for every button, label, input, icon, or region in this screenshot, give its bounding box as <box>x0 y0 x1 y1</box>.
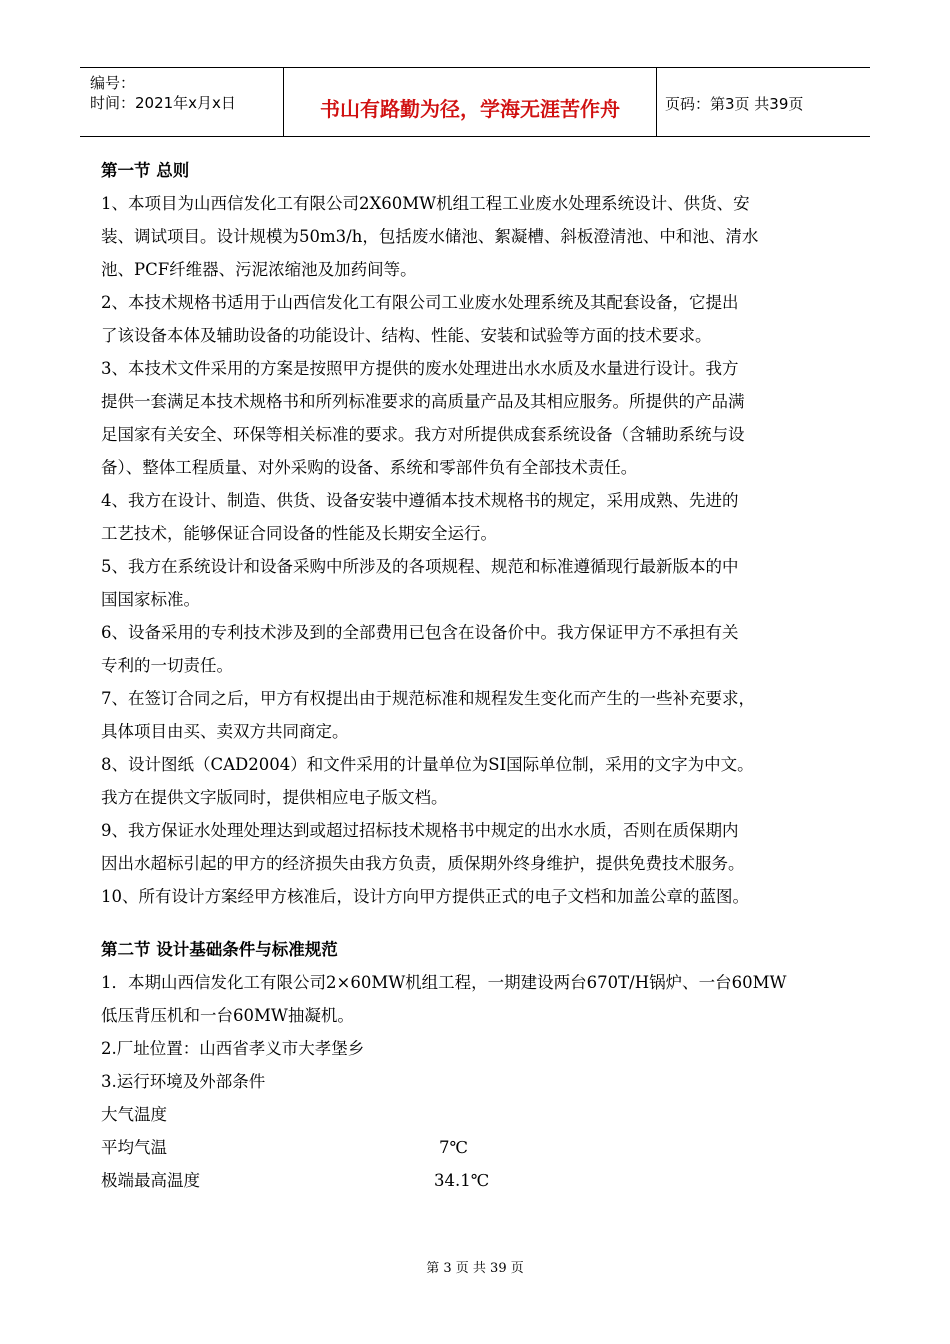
section-2-text <box>101 966 856 1197</box>
paragraph-line: 备）、整体工程质量、对外采购的设备、系统和零部件负有全部技术责任。 <box>101 458 638 477</box>
paragraph-line: 池、PCF纤维器、污泥浓缩池及加药间等。 <box>101 260 417 279</box>
paragraph-line: 提供一套满足本技术规格书和所列标准要求的高质量产品及其相应服务。所提供的产品满 <box>101 392 745 411</box>
paragraph-line: 国国家标准。 <box>101 590 200 609</box>
header-page-number: 页码：第3页 共39页 <box>665 95 804 113</box>
paragraph-line: 5、我方在系统设计和设备采购中所涉及的各项规程、规范和标准遵循现行最新版本的中 <box>101 557 739 576</box>
paragraph-line: 2、本技术规格书适用于山西信发化工有限公司工业废水处理系统及其配套设备，它提出 <box>101 293 739 312</box>
paragraph-line: 8、设计图纸（CAD2004）和文件采用的计量单位为SI国际单位制，采用的文字为中文。 <box>101 755 754 774</box>
paragraph-line: 2.厂址位置：山西省孝义市大孝堡乡 <box>101 1039 365 1058</box>
paragraph-line: 1．本期山西信发化工有限公司2×60MW机组工程，一期建设两台670T/H锅炉、一台60MW <box>101 973 787 992</box>
paragraph-line: 了该设备本体及辅助设备的功能设计、结构、性能、安装和试验等方面的技术要求。 <box>101 326 712 345</box>
document-date-label: 时间：2021年x月x日 <box>90 94 236 112</box>
paragraph-line: 3.运行环境及外部条件 <box>101 1072 266 1091</box>
param-label: 平均气温 <box>101 1138 167 1157</box>
paragraph-line: 3、本技术文件采用的方案是按照甲方提供的废水处理进出水水质及水量进行设计。我方 <box>101 359 739 378</box>
paragraph-line: 我方在提供文字版同时，提供相应电子版文档。 <box>101 788 448 807</box>
section-spacer <box>101 913 856 933</box>
paragraph-line: 专利的一切责任。 <box>101 656 233 675</box>
paragraph-line: 因出水超标引起的甲方的经济损失由我方负责，质保期外终身维护，提供免费技术服务。 <box>101 854 745 873</box>
paragraph-line: 6、设备采用的专利技术涉及到的全部费用已包含在设备价中。我方保证甲方不承担有关 <box>101 623 739 642</box>
header-meta-cell <box>80 68 284 136</box>
document-body <box>101 154 856 1197</box>
section-2-title: 第二节 设计基础条件与标准规范 <box>101 940 338 959</box>
section-1-title: 第一节 总则 <box>101 161 190 180</box>
paragraph-line: 足国家有关安全、环保等相关标准的要求。我方对所提供成套系统设备（含辅助系统与设 <box>101 425 745 444</box>
header-motto: 书山有路勤为径，学海无涯苦作舟 <box>320 97 620 121</box>
paragraph-line: 4、我方在设计、制造、供货、设备安装中遵循本技术规格书的规定，采用成熟、先进的 <box>101 491 739 510</box>
param-row-avg-temp <box>101 1131 856 1164</box>
paragraph-line: 9、我方保证水处理处理达到或超过招标技术规格书中规定的出水水质，否则在质保期内 <box>101 821 739 840</box>
paragraph-line: 低压背压机和一台60MW抽凝机。 <box>101 1006 354 1025</box>
paragraph-line: 装、调试项目。设计规模为50m3/h，包括废水储池、絮凝槽、斜板澄清池、中和池、清水 <box>101 227 759 246</box>
paragraph-line: 大气温度 <box>101 1105 167 1124</box>
section-1-text <box>101 187 856 913</box>
header-page-cell <box>657 68 870 136</box>
page-header <box>80 67 870 137</box>
param-value: 34.1℃ <box>434 1171 490 1190</box>
page-footer: 第 3 页 共 39 页 <box>426 1261 524 1276</box>
param-row-max-temp <box>101 1164 856 1197</box>
param-value: 7℃ <box>439 1138 468 1157</box>
paragraph-line: 具体项目由买、卖双方共同商定。 <box>101 722 349 741</box>
paragraph-line: 工艺技术，能够保证合同设备的性能及长期安全运行。 <box>101 524 497 543</box>
paragraph-line: 7、在签订合同之后，甲方有权提出由于规范标准和规程发生变化而产生的一些补充要求， <box>101 689 755 708</box>
paragraph-line: 1、本项目为山西信发化工有限公司2X60MW机组工程工业废水处理系统设计、供货、安 <box>101 194 750 213</box>
document-number-label: 编号： <box>90 74 136 92</box>
paragraph-line: 10、所有设计方案经甲方核准后，设计方向甲方提供正式的电子文档和加盖公章的蓝图。 <box>101 887 749 906</box>
header-motto-cell <box>284 68 657 136</box>
param-label: 极端最高温度 <box>101 1171 200 1190</box>
